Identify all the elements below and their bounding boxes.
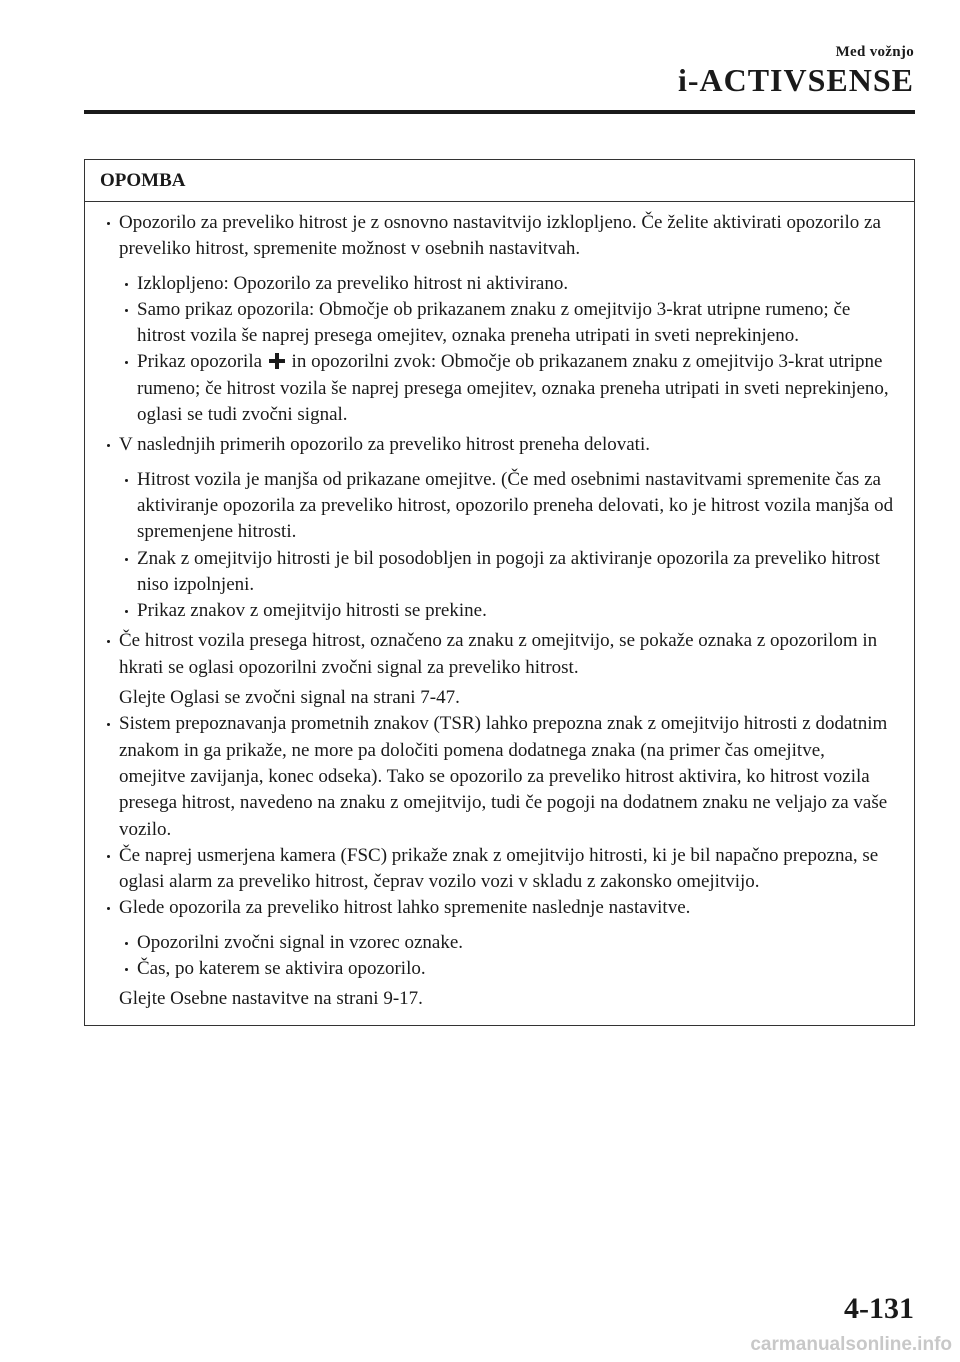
sub-list: [103, 467, 894, 625]
note-box: [84, 159, 915, 1026]
sub-bullet-item: Opozorilni zvočni signal in vzorec oznake.: [121, 930, 894, 956]
sub-bullet-item: Znak z omejitvijo hitrosti je bil posodobljen in pogoji za aktiviranje opozorila za preveliko hitrost niso izpolnjeni.: [121, 546, 894, 599]
bullet-item: Če hitrost vozila presega hitrost, označeno za znaku z omejitvijo, se pokaže oznaka z opozorilom in hkrati se oglasi opozorilni zvočni signal za preveliko hitrost.: [103, 628, 894, 681]
bullet-item: V naslednjih primerih opozorilo za preveliko hitrost preneha delovati.: [103, 432, 894, 458]
bullet-item: Opozorilo za preveliko hitrost je z osnovno nastavitvijo izklopljeno. Če želite aktivirati opozorilo za preveliko hitrost, spremenite možnost v osebnih nastavitvah.: [103, 210, 894, 263]
bullet-item: Glede opozorila za preveliko hitrost lahko spremenite naslednje nastavitve.: [103, 895, 894, 921]
sub-list: [103, 271, 894, 429]
header-rule: [84, 110, 915, 114]
sub-bullet-item: Hitrost vozila je manjša od prikazane omejitve. (Če med osebnimi nastavitvami spremenite čas za aktiviranje opozorila za preveliko hitrost, opozorilo preneha delovati, ko je hitrost vozila manjša od spremenjene hitrosti.: [121, 467, 894, 546]
sub-bullet-text: Prikaz opozorila: [137, 351, 263, 373]
sub-bullet-item: Izklopljeno: Opozorilo za preveliko hitrost ni aktivirano.: [121, 271, 894, 297]
sub-bullet-item: Samo prikaz opozorila: Območje ob prikazanem znaku z omejitvijo 3-krat utripne rumeno; če hitrost vozila še naprej presega omejitev, oznaka preneha utripati in sveti neprekinjeno.: [121, 297, 894, 350]
sub-bullet-item: [121, 349, 894, 428]
sub-bullet-item: Prikaz znakov z omejitvijo hitrosti se prekine.: [121, 598, 894, 624]
note-body: [85, 202, 914, 1025]
section-title: Med vožnjo: [835, 44, 914, 60]
bullet-item: Če naprej usmerjena kamera (FSC) prikaže znak z omejitvijo hitrosti, ki je bil napačno prepozna, se oglasi alarm za preveliko hitrost, čeprav vozilo vozi v skladu z zakonsko omejitvijo.: [103, 843, 894, 896]
cross-reference: Glejte Oglasi se zvočni signal na strani 7-47.: [119, 687, 460, 709]
note-title: OPOMBA: [85, 160, 914, 202]
chapter-title: i-ACTIVSENSE: [677, 62, 914, 98]
watermark: carmanualsonline.info: [750, 1334, 952, 1355]
sub-list: [103, 930, 894, 983]
bullet-item: Sistem prepoznavanja prometnih znakov (TSR) lahko prepozna znak z omejitvijo hitrosti z dodatnim znakom in ga prikaže, ne more pa določiti pomena dodatnega znaka (na primer čas omejitve, omejitve zavijanja, konec odseka). Tako se opozorilo za preveliko hitrost aktivira, ko hitrost vozila presega hitrost, navedeno na znaku z omejitvijo, tudi če pogoji na dodatnem znaku ne veljajo za vaše vozilo.: [103, 711, 894, 842]
sub-bullet-text: in opozorilni zvok: Območje ob prikazanem znaku z omejitvijo 3-krat utripne rumeno; če hitrost vozila še naprej presega omejitev, oznaka preneha utripati in sveti neprekinjeno, oglasi se tudi zvočni signal.: [137, 351, 889, 426]
sub-bullet-item: Čas, po katerem se aktivira opozorilo.: [121, 956, 894, 982]
page-number: 4-131: [844, 1292, 914, 1325]
page-header: [678, 44, 914, 98]
cross-reference: Glejte Osebne nastavitve na strani 9-17.: [119, 988, 423, 1010]
plus-icon: [269, 353, 285, 369]
